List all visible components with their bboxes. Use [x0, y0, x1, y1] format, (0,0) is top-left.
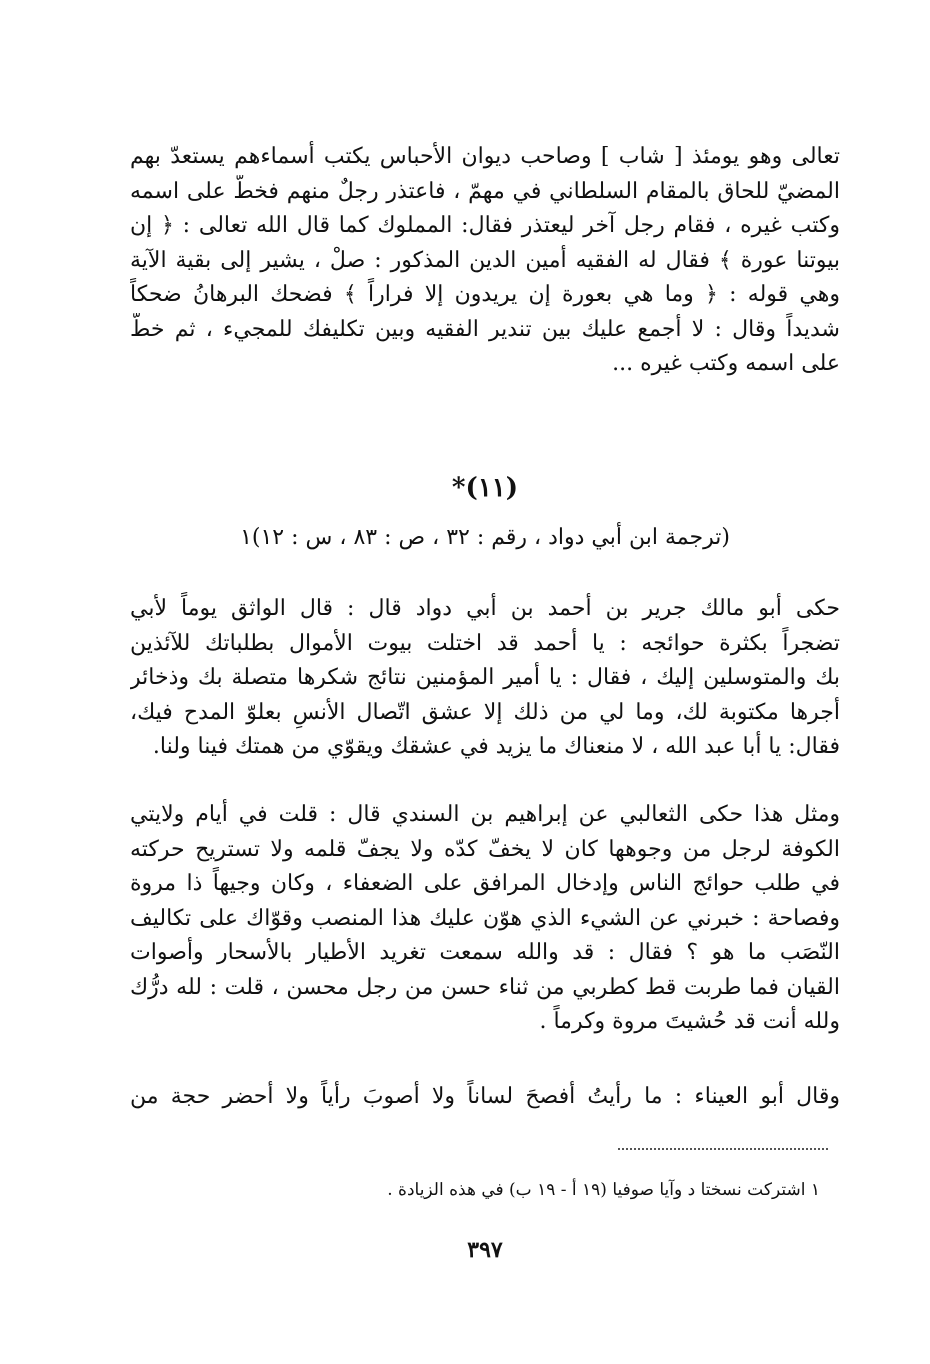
- footnote-divider: [618, 1148, 828, 1150]
- text-line: فقال: يا أبا عبد الله ، لا منعناك ما يزيد في عشقك ويقوّي من همتك فينا ولنا.: [152, 734, 840, 759]
- paragraph-1: [130, 592, 840, 765]
- text-line: بك والمتوسلين إليك ، فقال : يا أمير المؤمنين نتائج شكرها متصلة بك وذخائر: [130, 665, 840, 690]
- page-number: ٣٩٧: [467, 1237, 503, 1263]
- top-passage: [130, 140, 840, 382]
- text-line: تضجراً بكثرة حوائجه : يا أحمد قد اختلت بيوت الأموال بطلباتك للآئذين: [130, 630, 840, 656]
- text-line: وهي قوله : ﴿ وما هي بعورة إن يريدون إلا فراراً ﴾ فضحك البرهانُ ضحكاً: [130, 282, 840, 307]
- section-subtitle: (ترجمة ابن أبي دواد ، رقم : ٣٢ ، ص : ٨٣ ، س : ١٢)١: [240, 525, 730, 550]
- text-line: الكوفة لرجل من وجوهها كان لا يخفّ كدّه ولا يجفّ قلمه ولا تستريح حركته: [130, 836, 840, 862]
- text-line: حكى أبو مالك جرير بن أحمد بن أبي دواد قال : قال الواثق يوماً لأبي: [130, 596, 840, 621]
- text-line: أجرها مكتوبة لك، وما لي من ذلك إلا عشق اتّصال الأنسِ بعلوّ المدح فيك،: [130, 699, 840, 725]
- text-line: في طلب حوائج الناس وإدخال المرافق على الضعفاء ، وكان وجيهاً ذا مروة: [130, 871, 840, 896]
- text-line: شديداً وقال : لا أجمع عليك بين تندير الفقيه وبين تكليفك للمجيء ، ثم خطّ: [130, 316, 840, 342]
- text-line: ولله أنت قد حُشيتَ مروة وكرماً .: [539, 1009, 840, 1034]
- footnote: ١ اشتركت نسختا د وآيا صوفيا (١٩ أ - ١٩ ب) في هذه الزيادة .: [387, 1180, 820, 1200]
- text-line: تعالى وهو يومئذ [ شاب ] وصاحب ديوان الأحباس يكتب أسماءهم يستعدّ بهم: [130, 144, 840, 169]
- text-line: النّصَب ما هو ؟ فقال : قد والله سمعت تغريد الأطيار بالأسحار وأصوات: [130, 940, 840, 965]
- text-line: القيان فما طربت قط كطربي من ثناء حسن من رجل محسن ، قلت : لله درُّك: [130, 974, 840, 1000]
- paragraph-2: [130, 798, 840, 1040]
- paragraph-3: [130, 1080, 840, 1115]
- section-number: (١١)*: [451, 473, 519, 503]
- text-line: ومثل هذا حكى الثعالبي عن إبراهيم بن السندي قال : قلت في أيام ولايتي: [130, 802, 840, 827]
- text-line: المضيّ للحاق بالمقام السلطاني في مهمّ ، فاعتذر رجلٌ منهم فخطّ على اسمه: [130, 178, 840, 204]
- text-line: وقال أبو العيناء : ما رأيتُ أفصحَ لساناً ولا أصوبَ رأياً ولا أحضر حجة من: [130, 1084, 840, 1109]
- text-line: وفصاحة : خبرني عن الشيء الذي هوّن عليك هذا المنصب وقوّاك على تكاليف: [130, 905, 840, 931]
- text-line: وكتب غيره ، فقام رجل آخر ليعتذر فقال: المملوك كما قال الله تعالى : ﴿ إن: [130, 213, 840, 238]
- text-line: بيوتنا عورة ﴾ فقال له الفقيه أمين الدين المذكور : صلْ ، يشير إلى بقية الآية: [130, 247, 840, 273]
- text-line: على اسمه وكتب غيره ...: [612, 351, 840, 376]
